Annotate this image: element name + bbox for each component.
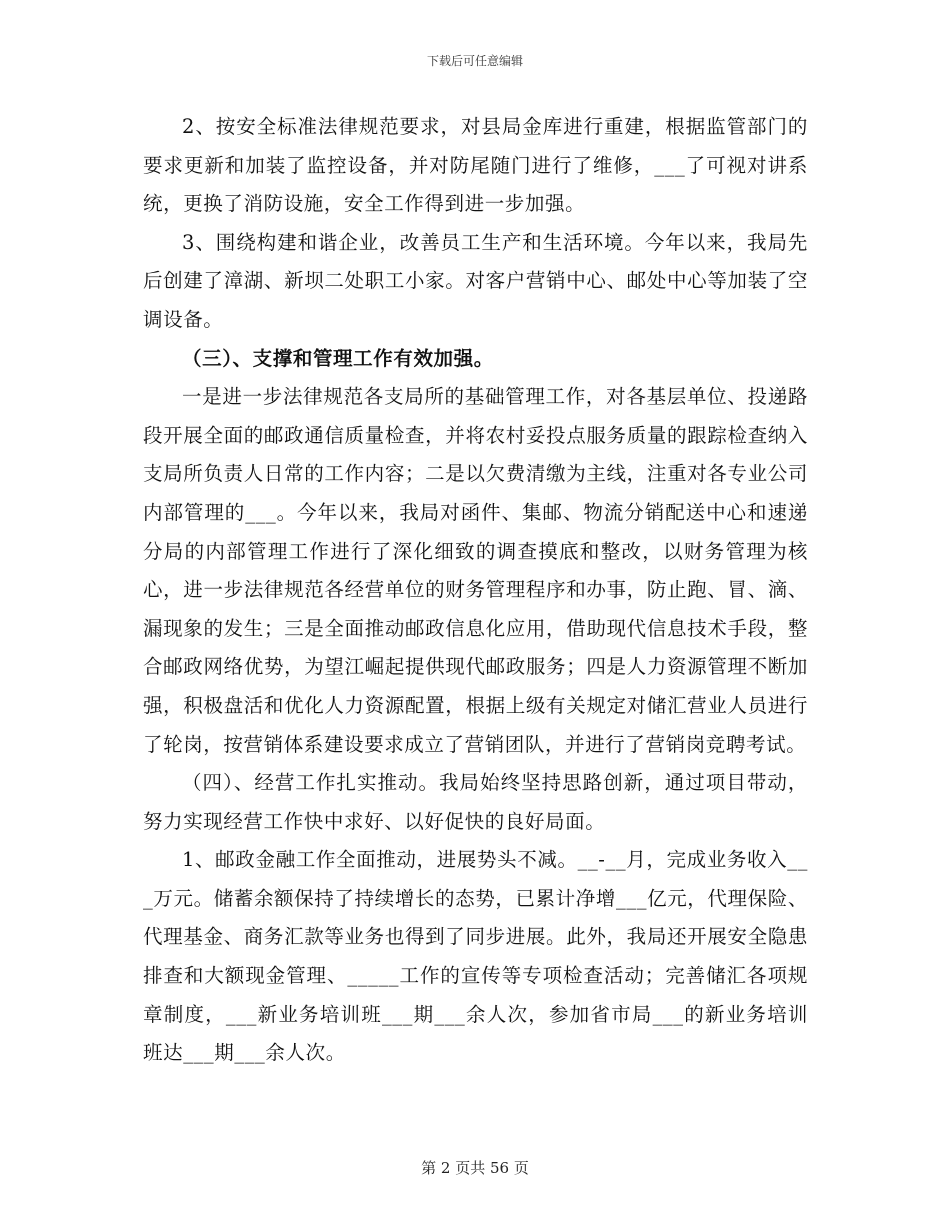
paragraph-management-work: 一是进一步法律规范各支局所的基础管理工作，对各基层单位、投递路段开展全面的邮政通信质量检查，并将农村妥投点服务质量的跟踪检查纳入支局所负责人日常的工作内容；二是以欠费清缴为主线，注重对各专业公司内部管理的___。今年以来，我局对函件、集邮、物流分销配送中心和速递分局的内部管理工作进行了深化细致的调查摸底和整改，以财务管理为核心，进一步法律规范各经营单位的财务管理程序和办事，防止跑、冒、滴、漏现象的发生；三是全面推动邮政信息化应用，借助现代信息技术手段，整合邮政网络优势，为望江崛起提供现代邮政服务；四是人力资源管理不断加强，积极盘活和优化人力资源配置，根据上级有关规定对储汇营业人员进行了轮岗，按营销体系建设要求成立了营销团队，并进行了营销岗竞聘考试。 bbox=[143, 385, 808, 756]
page-header: 下载后可任意编辑 bbox=[426, 54, 523, 68]
document-body bbox=[143, 108, 808, 1073]
section-heading-operations: （四）、经营工作扎实推动。我局始终坚持思路创新，通过项目带动，努力实现经营工作快中求好、以好促快的良好局面。 bbox=[143, 771, 808, 833]
page-footer: 第 2 页共 56 页 bbox=[421, 1159, 529, 1177]
paragraph-staff-environment: 3、围绕构建和谐企业，改善员工生产和生活环境。今年以来，我局先后创建了漳湖、新坝二处职工小家。对客户营销中心、邮处中心等加装了空调设备。 bbox=[143, 230, 808, 331]
paragraph-vault-rebuild: 2、按安全标准法律规范要求，对县局金库进行重建，根据监管部门的要求更新和加装了监控设备，并对防尾随门进行了维修，___了可视对讲系统，更换了消防设施，安全工作得到进一步加强。 bbox=[143, 115, 808, 216]
section-heading-support-management: （三）、支撑和管理工作有效加强。 bbox=[182, 346, 494, 370]
paragraph-postal-finance: 1、邮政金融工作全面推动，进展势头不减。__-__月，完成业务收入___万元。储蓄余额保持了持续增长的态势，已累计净增___亿元，代理保险、代理基金、商务汇款等业务也得到了同步进展。此外，我局还开展安全隐患排查和大额现金管理、_____工作的宣传等专项检查活动；完善储汇各项规章制度，___新业务培训班___期___余人次，参加省市局___的新业务培训班达___期___余人次。 bbox=[143, 848, 808, 1065]
